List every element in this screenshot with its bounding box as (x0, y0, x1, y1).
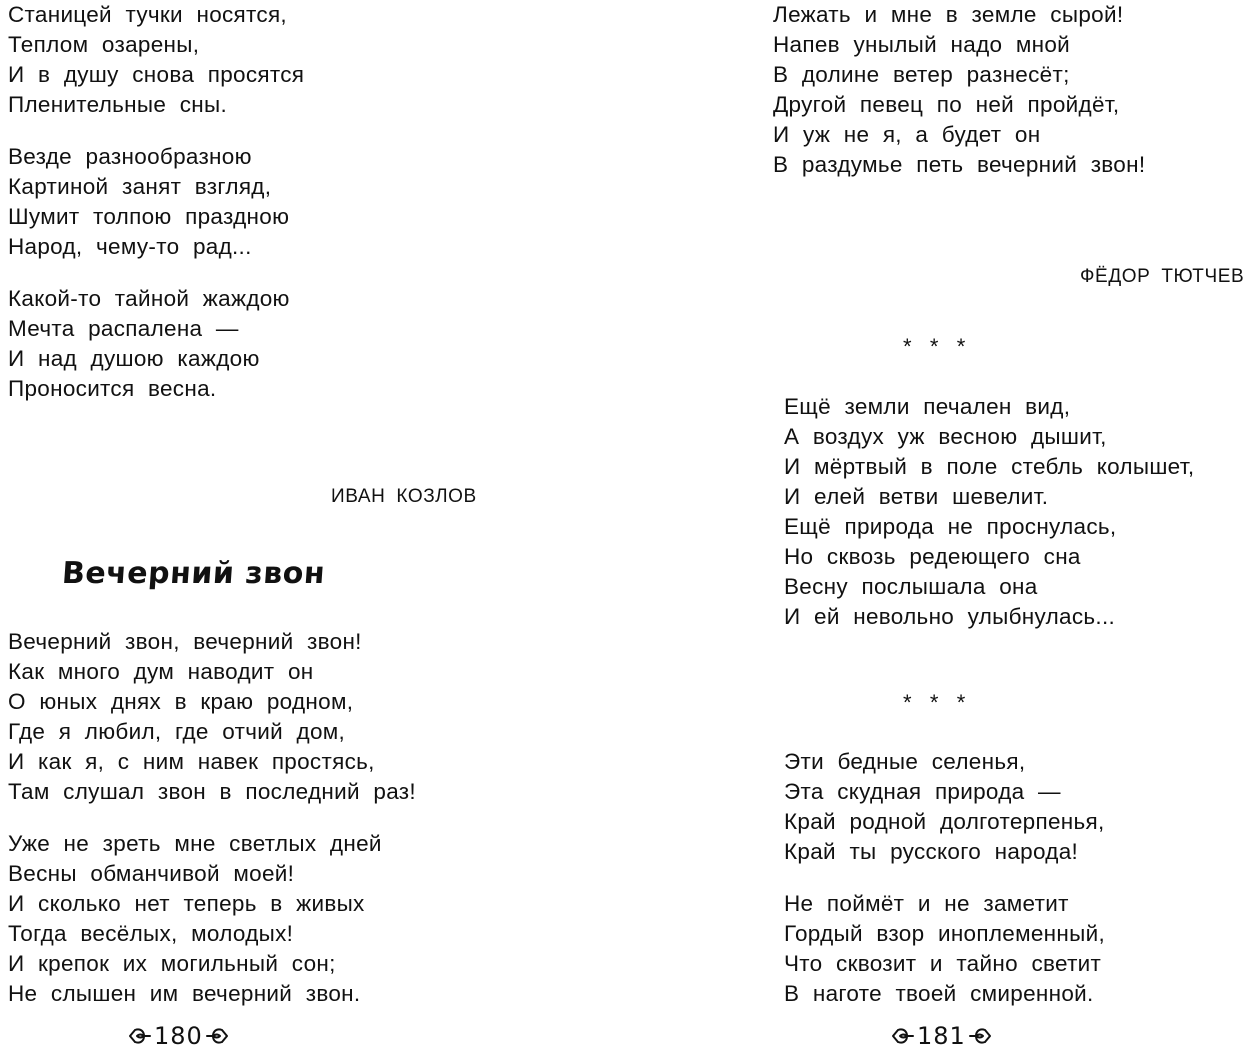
verse-line: Но сквозь редеющего сна (784, 544, 1081, 569)
verse-line: Какой-то тайной жаждою (8, 286, 290, 311)
verse-line: Народ, чему-то рад... (8, 234, 252, 259)
stanza (773, 0, 1145, 180)
verse-line: Край ты русского народа! (784, 839, 1079, 864)
verse-line: Теплом озарены, (8, 32, 200, 57)
ornament-right-icon (968, 1025, 992, 1047)
verse-line: И елей ветви шевелит. (784, 484, 1049, 509)
stanza (8, 142, 289, 262)
stanza (8, 0, 304, 120)
verse-line: Мечта распалена — (8, 316, 239, 341)
page-number-text: 181 (917, 1022, 966, 1050)
verse-line: И мёртвый в поле стебль колышет, (784, 454, 1195, 479)
verse-line: Весну послышала она (784, 574, 1038, 599)
page-number-text: 180 (154, 1022, 203, 1050)
verse-line: Как много дум наводит он (8, 659, 314, 684)
verse-line: Край родной долготерпенья, (784, 809, 1105, 834)
verse-line: Там слушал звон в последний раз! (8, 779, 416, 804)
verse-line: И над душою каждою (8, 346, 260, 371)
verse-line: Где я любил, где отчий дом, (8, 719, 346, 744)
verse-line: И уж не я, а будет он (773, 122, 1041, 147)
ornament-left-icon (891, 1025, 915, 1047)
verse-line: Ещё земли печален вид, (784, 394, 1071, 419)
stanza (784, 747, 1105, 867)
stanza (8, 829, 382, 1009)
stanza (784, 889, 1105, 1009)
ornament-right-icon (205, 1025, 229, 1047)
verse-line: Вечерний звон, вечерний звон! (8, 629, 362, 654)
verse-line: Эти бедные селенья, (784, 749, 1026, 774)
page-number-left (128, 1020, 229, 1052)
verse-line: Не поймёт и не заметит (784, 891, 1069, 916)
verse-line: Картиной занят взгляд, (8, 174, 272, 199)
verse-line: Не слышен им вечерний звон. (8, 981, 361, 1006)
verse-line: О юных днях в краю родном, (8, 689, 354, 714)
verse-line: В наготе твоей смиренной. (784, 981, 1094, 1006)
verse-line: И сколько нет теперь в живых (8, 891, 365, 916)
verse-line: Шумит толпою праздною (8, 204, 290, 229)
verse-line: Тогда весёлых, молодых! (8, 921, 294, 946)
verse-line: Весны обманчивой моей! (8, 861, 295, 886)
verse-line: Лежать и мне в земле сырой! (773, 2, 1124, 27)
verse-line: Уже не зреть мне светлых дней (8, 831, 382, 856)
left-page (0, 0, 620, 1056)
author-name: ИВАН КОЗЛОВ (331, 486, 477, 507)
verse-line: И в душу снова просятся (8, 62, 305, 87)
verse-line: Что сквозит и тайно светит (784, 951, 1102, 976)
verse-line: Проносится весна. (8, 376, 217, 401)
verse-line: Гордый взор иноплеменный, (784, 921, 1106, 946)
verse-line: Эта скудная природа — (784, 779, 1061, 804)
verse-line: И крепок их могильный сон; (8, 951, 336, 976)
section-separator: * * * (903, 334, 966, 359)
verse-line: Станицей тучки носятся, (8, 2, 287, 27)
verse-line: И ей невольно улыбнулась... (784, 604, 1116, 629)
verse-line: В долине ветер разнесёт; (773, 62, 1070, 87)
page-number-right (891, 1020, 992, 1052)
right-page (625, 0, 1251, 1056)
stanza (8, 284, 290, 404)
poem-title: Вечерний звон (60, 556, 327, 591)
verse-line: И как я, с ним навек простясь, (8, 749, 375, 774)
verse-line: Ещё природа не проснулась, (784, 514, 1117, 539)
stanza (784, 392, 1194, 632)
verse-line: В раздумье петь вечерний звон! (773, 152, 1146, 177)
ornament-left-icon (128, 1025, 152, 1047)
verse-line: Напев унылый надо мной (773, 32, 1071, 57)
verse-line: А воздух уж весною дышит, (784, 424, 1107, 449)
verse-line: Другой певец по ней пройдёт, (773, 92, 1120, 117)
author-name: ФЁДОР ТЮТЧЕВ (1080, 266, 1245, 287)
stanza (8, 627, 416, 807)
section-separator: * * * (903, 690, 966, 715)
verse-line: Пленительные сны. (8, 92, 228, 117)
verse-line: Везде разнообразною (8, 144, 252, 169)
